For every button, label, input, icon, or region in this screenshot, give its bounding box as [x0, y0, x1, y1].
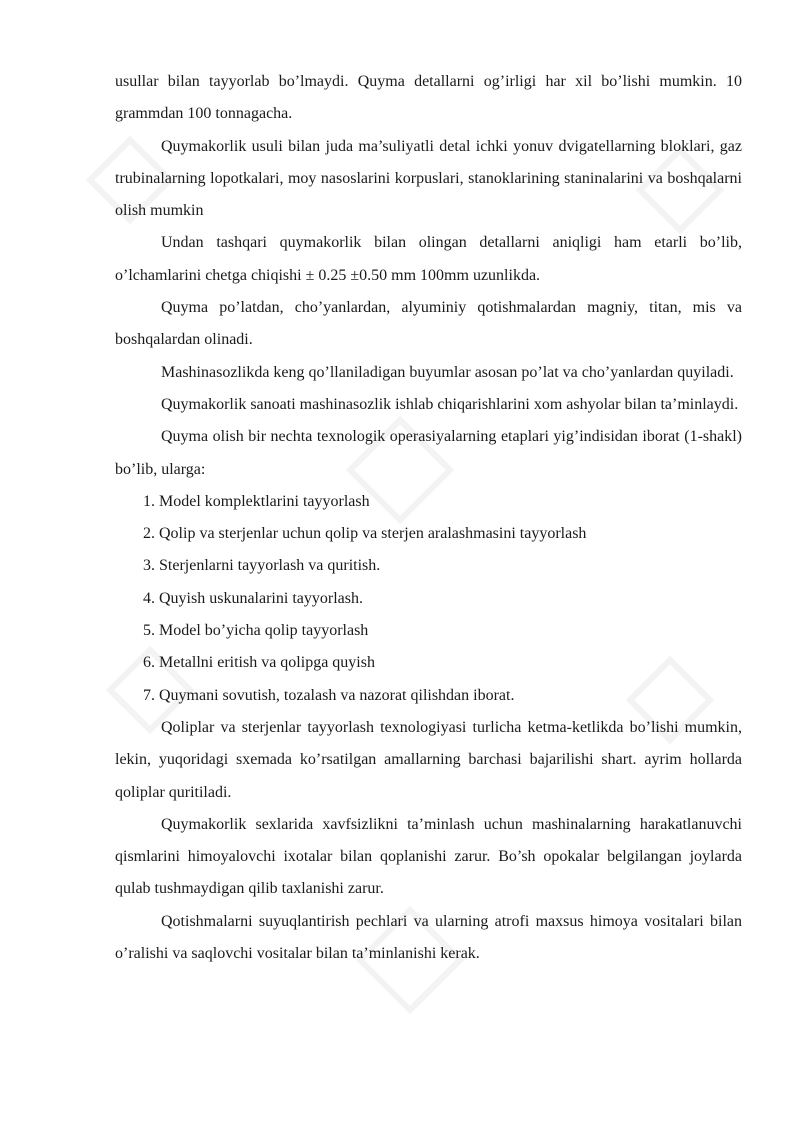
- list-item: 1. Model komplektlarini tayyorlash: [143, 492, 370, 510]
- paragraph: Quymakorlik sanoati mashinasozlik ishlab chiqarishlarini xom ashyolar bilan ta’minlaydi.: [161, 395, 739, 413]
- list-item: 2. Qolip va sterjenlar uchun qolip va sterjen aralashmasini tayyorlash: [143, 525, 587, 543]
- paragraph: Quymakorlik usuli bilan juda ma’suliyatli detal ichki yonuv dvigatellarning bloklari, gaz trubinalarning lopotkalari, moy nasoslarini korpuslari, stanoklarining staninalarini va boshqalarni olish mumkin: [115, 137, 742, 220]
- paragraph: Quymakorlik sexlarida xavfsizlikni ta’minlash uchun mashinalarning harakatlanuvchi qismlarini himoyalovchi ixotalar bilan qoplanishi zarur. Bo’sh opokalar belgilangan joylarda qulab tushmaydigan qilib taxlanishi zarur.: [115, 815, 742, 898]
- paragraph: Qotishmalarni suyuqlantirish pechlari va ularning atrofi maxsus himoya vositalari bilan o’ralishi va saqlovchi vositalar bilan ta’minlanishi kerak.: [115, 912, 742, 963]
- list-item: 5. Model bo’yicha qolip tayyorlash: [143, 622, 369, 640]
- paragraph: Qoliplar va sterjenlar tayyorlash texnologiyasi turlicha ketma-ketlikda bo’lishi mumkin, lekin, yuqoridagi sxemada ko’rsatilgan amallarning barchasi bajarilishi shart. ayrim hollarda qoliplar quritiladi.: [115, 718, 742, 801]
- list-item: 3. Sterjenlarni tayyorlash va quritish.: [143, 557, 381, 575]
- paragraph: Quyma po’latdan, cho’yanlardan, alyuminiy qotishmalardan magniy, titan, mis va boshqalardan olinadi.: [115, 299, 742, 349]
- list-item: 4. Quyish uskunalarini tayyorlash.: [143, 589, 363, 607]
- document-body: [115, 66, 742, 970]
- paragraph: Undan tashqari quymakorlik bilan olingan detallarni aniqligi ham etarli bo’lib, o’lchamlarini chetga chiqishi ± 0.25 ±0.50 mm 100mm uzunlikda.: [115, 234, 742, 284]
- paragraph: usullar bilan tayyorlab bo’lmaydi. Quyma detallarni og’irligi har xil bo’lishi mumkin. 10 grammdan 100 tonnagacha.: [115, 73, 742, 123]
- list-item: 6. Metallni eritish va qolipga quyish: [143, 654, 375, 672]
- list-item: 7. Quymani sovutish, tozalash va nazorat qilishdan iborat.: [143, 686, 515, 704]
- steps-list: [115, 486, 742, 712]
- paragraph: Quyma olish bir nechta texnologik operasiyalarning etaplari yig’indisidan iborat (1-shakl) bo’lib, ularga:: [115, 428, 742, 478]
- paragraph: Mashinasozlikda keng qo’llaniladigan buyumlar asosan po’lat va cho’yanlardan quyiladi.: [161, 363, 734, 381]
